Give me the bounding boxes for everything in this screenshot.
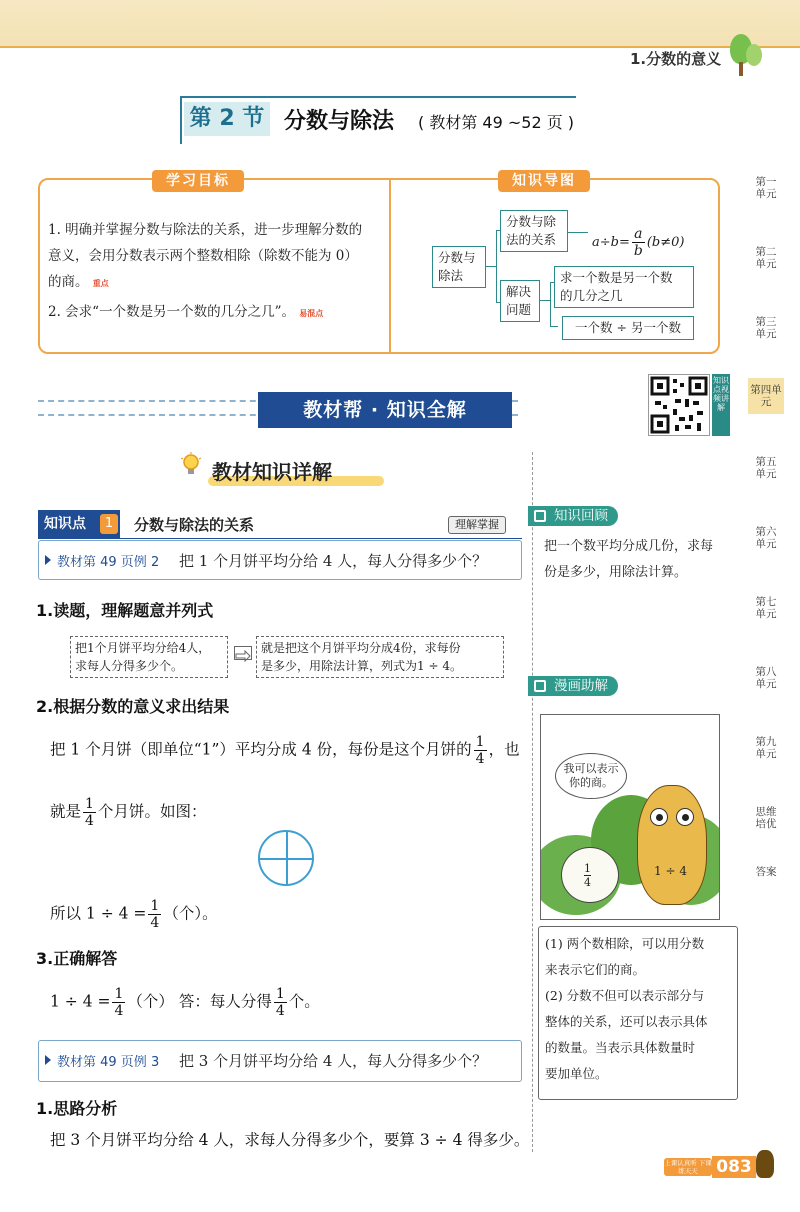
example-1-label: 教材第 49 页例 2 [57,555,160,570]
step-1-heading: 1.读题，理解题意并列式 [36,601,214,620]
comic-tag: 漫画助解 [528,676,618,696]
nav-unit-8[interactable]: 第八单元 [755,666,777,690]
paragraph-2: 就是 $\frac{1}{4}$ 个月饼。如图： [50,796,207,829]
nav-unit-9[interactable]: 第九单元 [755,736,777,760]
map-leaf-division: 一个数 ÷ 另一个数 [562,316,694,340]
section-title: 分数与除法 [284,109,395,134]
page-top-band [0,0,800,46]
map-branch-relation: 分数与除 法的关系 [500,210,568,252]
lightbulb-icon [180,452,202,478]
comic-illustration [540,714,720,920]
map-root: 分数与 除法 [432,246,486,288]
page-footer [664,1156,772,1178]
tree-icon [724,34,764,76]
goals-tag: 学习目标 [152,170,244,192]
nav-unit-7[interactable]: 第七单元 [755,596,777,620]
speech-bubble: 我可以表示 你的商。 [555,753,627,799]
kp-badge: 知识点 [38,510,120,538]
example-box-2 [38,1040,522,1082]
kp-number: 1 [100,514,118,534]
comic-icon [534,680,546,692]
bun-character: 1 4 [561,847,619,903]
footer-slogan: 上课认真听 下课练天天 [664,1159,712,1175]
mindmap-tag: 知识导图 [498,170,590,192]
division-formula: a÷b= $\frac{a}{b}$ (b≠0) [592,226,685,259]
goal-line-2: 意义，会用分数表示两个整数相除（除数不能为 0） [48,248,358,264]
qr-label: 知识点视频讲解 [712,374,730,436]
nav-unit-1[interactable]: 第一单元 [755,176,777,200]
mascot-icon [756,1150,774,1178]
review-icon [534,510,546,522]
banner-title: 教材帮 · 知识全解 [258,392,512,428]
nav-unit-2[interactable]: 第二单元 [755,246,777,270]
example-2-question: 把 3 个月饼平均分给 4 人，每人分得多少个？ [179,1052,488,1070]
main-heading: 教材知识详解 [212,460,332,484]
column-divider [532,452,533,1152]
confusing-point-mark: 易混点 [299,309,324,318]
review-tag: 知识回顾 [528,506,618,526]
paragraph-1: 把 1 个月饼（即单位“1”）平均分成 4 份，每份是这个月饼的 $\frac{1}{4}$ ，也 [50,734,520,767]
paragraph-5: 把 3 个月饼平均分给 4 人，求每人分得多少个，要算 3 ÷ 4 得多少。 [50,1131,530,1149]
section-badge: 第 2 节 [184,102,270,136]
kp-rule [38,538,522,539]
nav-unit-6[interactable]: 第六单元 [755,526,777,550]
page-number: 083 [712,1156,756,1178]
paragraph-3: 所以 1 ÷ 4 = $\frac{1}{4}$ （个）。 [50,898,218,931]
triangle-icon [45,1055,51,1065]
section-header [180,96,576,144]
map-branch-problem: 解决 问题 [500,280,540,322]
example-2-label: 教材第 49 页例 3 [57,1055,160,1070]
step-4-heading: 1.思路分析 [36,1099,118,1118]
goal-line-1: 1. 明确并掌握分数与除法的关系，进一步理解分数的 [48,222,363,238]
map-leaf-fraction-of: 求一个数是另一个数 的几分之几 [554,266,694,308]
goal-line-3: 的商。 重点 [48,274,109,290]
panel-divider [389,178,391,354]
triangle-icon [45,555,51,565]
example-1-question: 把 1 个月饼平均分给 4 人，每人分得多少个？ [179,552,488,570]
step-2-heading: 2.根据分数的意义求出结果 [36,697,230,716]
kp-level-tag: 理解掌握 [448,516,506,534]
nav-unit-4[interactable]: 第四单元 [748,378,784,414]
reading-box-left: 把1个月饼平均分给4人， 求每人分得多少个。 [70,636,228,678]
quartered-circle-figure [258,830,314,886]
kp-title: 分数与除法的关系 [134,516,255,534]
qr-code[interactable] [648,374,710,436]
potato-character: 1 ÷ 4 [637,785,707,905]
comic-notes: (1) 两个数相除，可以用分数 来表示它们的商。 (2) 分数不但可以表示部分与 整体的关系，还可以表示具体 的数量。当表示具体数量时 要加单位。 [538,926,738,1100]
answer-line: 1 ÷ 4 = $\frac{1}{4}$ （个） 答：每人分得 $\frac{1}{4}$ 个。 [50,986,320,1019]
nav-answers[interactable]: 答案 [755,866,777,878]
key-point-mark: 重点 [92,279,109,288]
goal-line-4: 2. 会求“一个数是另一个数的几分之几”。 易混点 [48,304,324,320]
knowledge-point-header [38,510,522,540]
nav-thinking[interactable]: 思维培优 [755,806,777,830]
nav-unit-5[interactable]: 第五单元 [755,456,777,480]
arrow-right-icon [234,646,252,660]
step-3-heading: 3.正确解答 [36,949,118,968]
chapter-label: 1.分数的意义 [630,50,722,68]
reading-box-right: 就是把这个月饼平均分成4份，求每份 是多少，用除法计算，列式为1 ÷ 4。 [256,636,504,678]
example-box-1 [38,540,522,580]
review-text: 把一个数平均分成几份，求每 份是多少，用除法计算。 [544,539,714,580]
section-subtitle: ( 教材第 49 ~52 页 ) [418,113,575,132]
nav-unit-3[interactable]: 第三单元 [755,316,777,340]
